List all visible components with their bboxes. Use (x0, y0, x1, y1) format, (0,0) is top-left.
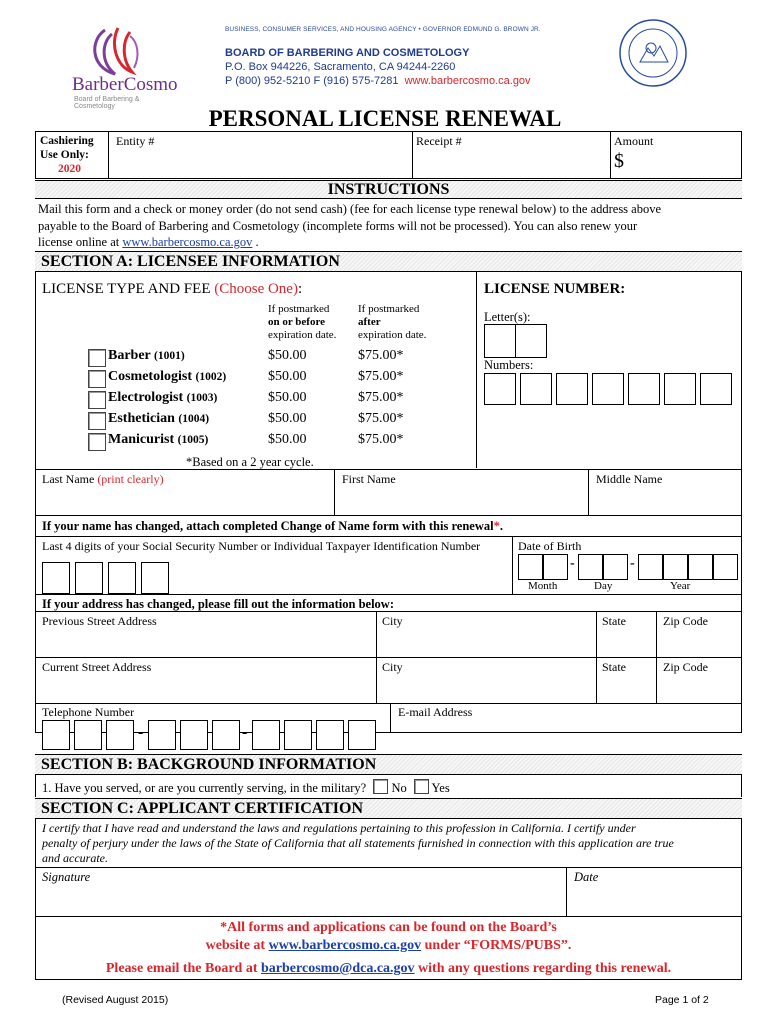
entity-label: Entity # (116, 134, 155, 148)
instructions-text: Mail this form and a check or money order (do not send cash) (fee for each license type renewal below) to the address above payable to the Board of Barbering and Cosmetology (incomplete forms will not be processed). You can also renew your license online at www.barbercosmo.ca.gov . (38, 202, 662, 249)
email-note: Please email the Board at barbercosmo@dca.ca.gov with any questions regarding this renewal. (105, 961, 672, 976)
logo-subtext: Board of Barbering & Cosmetology (74, 96, 140, 110)
board-logo (60, 22, 180, 110)
board-address: P.O. Box 944226, Sacramento, CA 94244-2260 (225, 61, 456, 73)
barber-checkbox[interactable] (88, 349, 106, 367)
cashiering-label: Cashiering Use Only: 2020 (40, 135, 94, 175)
revision-date: (Revised August 2015) (62, 994, 169, 1006)
previous-zip-field[interactable]: Zip Code (663, 614, 708, 628)
dob-input[interactable]: - - (518, 554, 740, 580)
military-yes-checkbox[interactable] (414, 779, 429, 794)
email-field[interactable]: E-mail Address (398, 705, 473, 719)
dob-year-label: Year (670, 580, 691, 592)
board-contact (225, 75, 531, 87)
logo-swirl-icon (60, 22, 180, 82)
receipt-label: Receipt # (416, 134, 462, 148)
esthetician-checkbox[interactable] (88, 412, 106, 430)
first-name-field[interactable]: First Name (342, 472, 396, 486)
date-field[interactable]: Date (574, 870, 599, 884)
logo-text: BarberCosmo (72, 74, 178, 95)
dob-day-label: Day (594, 580, 613, 592)
telephone-input[interactable]: - - (42, 720, 378, 750)
section-c-heading: SECTION C: APPLICANT CERTIFICATION (35, 798, 742, 819)
license-row: Esthetician (1004) $50.00 $75.00* (88, 411, 468, 432)
instructions-website-link[interactable]: www.barbercosmo.ca.gov (122, 235, 253, 249)
board-name: BOARD OF BARBERING AND COSMETOLOGY (225, 47, 470, 59)
instructions-heading: INSTRUCTIONS (35, 180, 742, 199)
electrologist-checkbox[interactable] (88, 391, 106, 409)
current-zip-field[interactable]: Zip Code (663, 660, 708, 674)
forms-note: *All forms and applications can be found on the Board’s website at www.barbercosmo.ca.gov under “FORMS/PUBS”. (205, 920, 572, 953)
license-type-label: LICENSE TYPE AND FEE (Choose One): (42, 281, 303, 297)
license-row: Electrologist (1003) $50.00 $75.00* (88, 390, 468, 411)
current-state-field[interactable]: State (602, 660, 626, 674)
military-no-checkbox[interactable] (373, 779, 388, 794)
certification-text: I certify that I have read and understand the laws and regulations pertaining to this profession in California. I certify under penalty of perjury under the laws of the State of California that all statements furnished in connection with this application are true and accurate. (42, 821, 674, 865)
previous-city-field[interactable]: City (382, 614, 403, 628)
page-title: PERSONAL LICENSE RENEWAL (208, 106, 562, 131)
current-city-field[interactable]: City (382, 660, 403, 674)
agency-line: BUSINESS, CONSUMER SERVICES, AND HOUSING AGENCY • GOVERNOR EDMUND G. BROWN JR. (225, 26, 541, 33)
ssn-input[interactable] (42, 562, 170, 594)
cashiering-year: 2020 (58, 163, 81, 175)
license-number-label: LICENSE NUMBER: (484, 281, 626, 297)
fee-before-header: If postmarked on or before expiration date. (268, 303, 337, 341)
military-question: 1. Have you served, or are you currently serving, in the military? No Yes (42, 781, 450, 795)
previous-street-field[interactable]: Previous Street Address (42, 614, 157, 628)
license-row: Cosmetologist (1002) $50.00 $75.00* (88, 369, 468, 390)
signature-field[interactable]: Signature (42, 870, 91, 884)
fee-after-header: If postmarked after expiration date. (358, 303, 427, 341)
footer-website-link[interactable]: www.barbercosmo.ca.gov (268, 938, 422, 953)
page-number: Page 1 of 2 (655, 994, 709, 1006)
board-email-link[interactable]: barbercosmo@dca.ca.gov (261, 961, 415, 976)
middle-name-field[interactable]: Middle Name (596, 472, 663, 486)
telephone-label: Telephone Number (42, 705, 135, 719)
phone-fax: P (800) 952-5210 F (916) 575-7281 (225, 75, 399, 87)
license-row: Barber (1001) $50.00 $75.00* (88, 348, 468, 369)
license-numbers-input[interactable] (484, 373, 736, 405)
manicurist-checkbox[interactable] (88, 433, 106, 451)
letters-label: Letter(s): (484, 310, 531, 324)
last-name-field[interactable]: Last Name (print clearly) (42, 472, 164, 486)
amount-dollar: $ (614, 150, 624, 172)
section-a-heading: SECTION A: LICENSEE INFORMATION (35, 251, 742, 272)
previous-state-field[interactable]: State (602, 614, 626, 628)
section-b-heading: SECTION B: BACKGROUND INFORMATION (35, 754, 742, 775)
state-seal (618, 18, 688, 88)
amount-label: Amount (614, 134, 654, 148)
dob-month-label: Month (528, 580, 558, 592)
address-changed-note: If your address has changed, please fill out the information below: (42, 597, 394, 611)
license-type-list (88, 348, 468, 453)
state-seal-icon (618, 18, 688, 88)
name-changed-note: If your name has changed, attach completed Change of Name form with this renewal*. (42, 519, 503, 533)
current-street-field[interactable]: Current Street Address (42, 660, 152, 674)
cosmetologist-checkbox[interactable] (88, 370, 106, 388)
license-letters-input[interactable] (484, 324, 548, 358)
dob-label: Date of Birth (518, 539, 582, 553)
header-website-link[interactable]: www.barbercosmo.ca.gov (404, 75, 531, 87)
license-row: Manicurist (1005) $50.00 $75.00* (88, 432, 468, 453)
ssn-label: Last 4 digits of your Social Security Number or Individual Taxpayer Identification Number (42, 539, 481, 553)
cycle-note: *Based on a 2 year cycle. (186, 455, 314, 469)
numbers-label: Numbers: (484, 358, 534, 372)
